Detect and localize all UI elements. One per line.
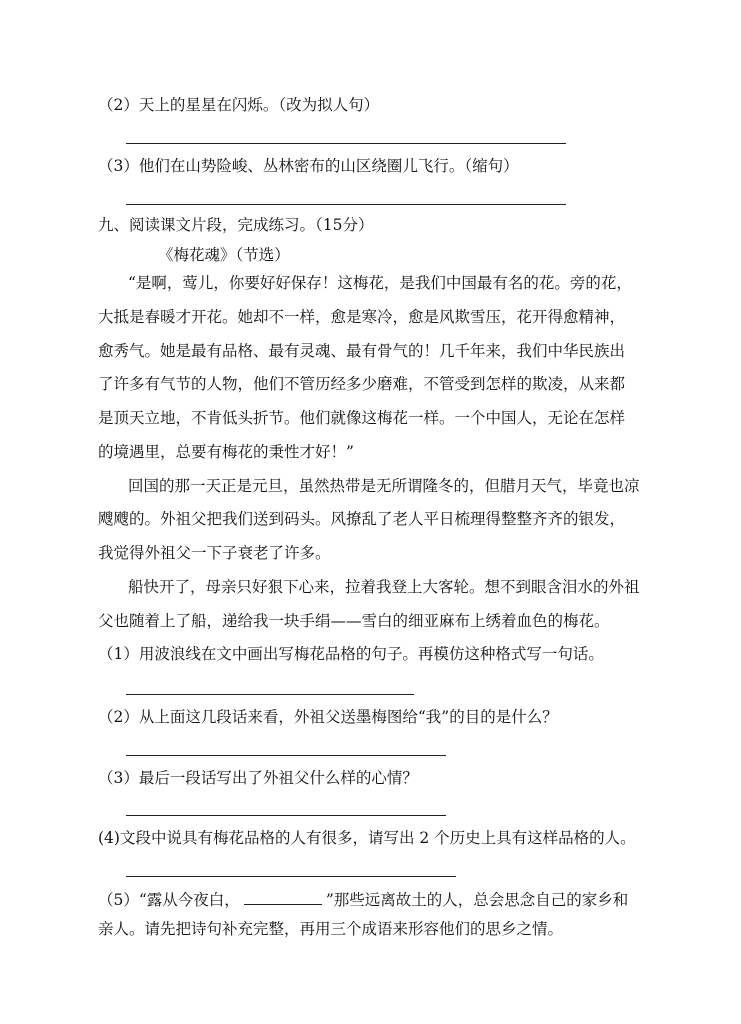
question-2 — [98, 706, 558, 728]
paragraph-line: 了许多有气节的人物，他们不管历经多少磨难，不管受到怎样的欺凌，从来都 — [98, 375, 626, 393]
paragraph-line: 愈秀气。她是最有品格、最有灵魂、最有骨气的！几千年来，我们中华民族出 — [98, 342, 626, 360]
answer-line — [126, 876, 456, 877]
paragraph-line: 回国的那一天正是元旦，虽然热带是无所谓隆冬的，但腊月天气，毕竟也凉 — [128, 477, 640, 495]
answer-line — [126, 694, 414, 695]
question-number: （3） — [98, 157, 139, 175]
answer-line — [126, 815, 446, 816]
answer-line — [126, 143, 566, 144]
question-number: （1） — [98, 645, 139, 663]
question-number: （2） — [98, 96, 139, 114]
question-2-rewrite — [98, 94, 379, 116]
passage-title: 《梅花魂》（节选） — [158, 246, 290, 264]
paragraph-line: “是啊，莺儿，你要好好保存！这梅花，是我们中国最有名的花。旁的花， — [128, 274, 632, 292]
poem-blank[interactable] — [244, 888, 322, 905]
answer-line — [126, 755, 446, 756]
paragraph-line: 父也随着上了船，递给我一块手绢——雪白的细亚麻布上绣着血色的梅花。 — [98, 612, 610, 630]
paragraph-line: 飕飕的。外祖父把我们送到码头。风撩乱了老人平日梳理得整整齐齐的银发， — [98, 510, 626, 528]
question-4 — [98, 827, 636, 849]
question-3-shorten — [98, 155, 519, 177]
question-text: 用波浪线在文中画出写梅花品格的句子。再模仿这种格式写一句话。 — [138, 645, 604, 663]
section-heading: 九、阅读课文片段，完成练习。（15分） — [98, 216, 374, 234]
question-5-line2: 亲人。请先把诗句补充完整，再用三个成语来形容他们的思乡之情。 — [98, 920, 564, 938]
question-5 — [98, 888, 628, 911]
question-text: 天上的星星在闪烁。（改为拟人句） — [138, 96, 380, 114]
question-1 — [98, 643, 604, 665]
question-text: 从上面这几段话来看，外祖父送墨梅图给“我”的目的是什么？ — [138, 708, 558, 726]
answer-line — [126, 204, 566, 205]
question-text: 文段中说具有梅花品格的人有很多，请写出 2 个历史上具有这样品格的人。 — [119, 829, 636, 847]
question-number: （2） — [98, 708, 139, 726]
question-number: (4) — [98, 829, 120, 847]
paragraph-line: 大抵是春暖才开花。她却不一样，愈是寒冷，愈是风欺雪压，花开得愈精神， — [98, 308, 626, 326]
question-number: （5） — [98, 891, 139, 909]
question-text: 最后一段话写出了外祖父什么样的心情？ — [138, 769, 418, 787]
poem-before: “露从今夜白， — [138, 891, 240, 909]
question-number: （3） — [98, 769, 139, 787]
paragraph-line: 的境遇里，总要有梅花的秉性才好！” — [98, 443, 354, 461]
paragraph-line: 是顶天立地，不肯低头折节。他们就像这梅花一样。一个中国人，无论在怎样 — [98, 409, 626, 427]
poem-after: ”那些远离故土的人，总会思念自己的家乡和 — [325, 891, 629, 909]
question-text: 他们在山势险峻、丛林密布的山区绕圈儿飞行。（缩句） — [138, 157, 519, 175]
paragraph-line: 船快开了，母亲只好狠下心来，拉着我登上大客轮。想不到眼含泪水的外祖 — [128, 578, 640, 596]
paragraph-line: 我觉得外祖父一下子衰老了许多。 — [98, 544, 331, 562]
question-3 — [98, 767, 418, 789]
